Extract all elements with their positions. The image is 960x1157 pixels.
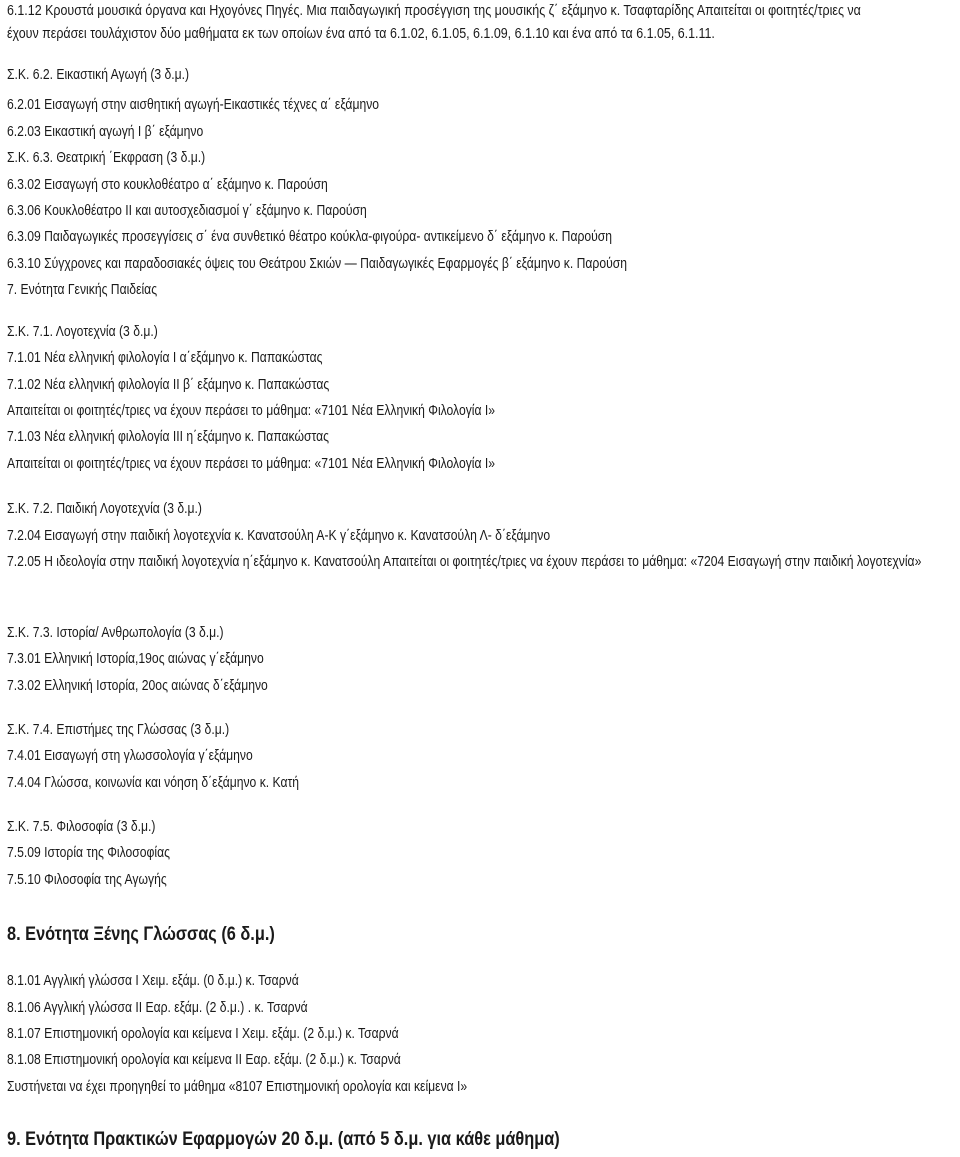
course-7-4-04: 7.4.04 Γλώσσα, κοινωνία και νόηση δ΄εξάμηνο κ. Κατή <box>7 774 300 791</box>
course-6-3-06: 6.3.06 Κουκλοθέατρο ΙΙ και αυτοσχεδιασμοί γ΄ εξάμηνο κ. Παρούση <box>7 202 367 219</box>
course-6-3-10: 6.3.10 Σύγχρονες και παραδοσιακές όψεις του Θεάτρου Σκιών — Παιδαγωγικές Εφαρμογές β΄ εξάμηνο κ. Παρούση <box>7 255 627 272</box>
course-7-1-01: 7.1.01 Νέα ελληνική φιλολογία Ι α΄εξάμηνο κ. Παπακώστας <box>7 349 323 366</box>
course-6-1-12-line2: έχουν περάσει τουλάχιστον δύο μαθήματα εκ των οποίων ένα από τα 6.1.02, 6.1.05, 6.1.09, 6.1.10 και ένα από τα 6.1.05, 6.1.11. <box>7 25 715 42</box>
course-8-1-07: 8.1.07 Επιστημονική ορολογία και κείμενα Ι Χειμ. εξάμ. (2 δ.μ.) κ. Τσαρνά <box>7 1025 399 1042</box>
course-7-3-01: 7.3.01 Ελληνική Ιστορία,19ος αιώνας γ΄εξάμηνο <box>7 650 264 667</box>
unit-7-heading: 7. Ενότητα Γενικής Παιδείας <box>7 281 158 298</box>
course-8-1-01: 8.1.01 Αγγλική γλώσσα Ι Χειμ. εξάμ. (0 δ.μ.) κ. Τσαρνά <box>7 972 299 989</box>
course-6-1-12-line1: 6.1.12 Κρουστά μουσικά όργανα και Ηχογόνες Πηγές. Μια παιδαγωγική προσέγγιση της μουσικής ζ΄ εξάμηνο κ. Τσαφταρίδης Απαιτείται οι φοιτητές/τριες να <box>7 2 861 19</box>
course-7-2-05: 7.2.05 Η ιδεολογία στην παιδική λογοτεχνία η΄εξάμηνο κ. Κανατσούλη Απαιτείται οι φοιτητές/τριες να έχουν περάσει το μάθημα: «7204 Εισαγωγή στην παιδική λογοτεχνία» <box>7 553 922 570</box>
unit-9-heading: 9. Ενότητα Πρακτικών Εφαρμογών 20 δ.μ. (από 5 δ.μ. για κάθε μάθημα) <box>7 1129 560 1150</box>
prerequisite-7-1-03: Απαιτείται οι φοιτητές/τριες να έχουν περάσει το μάθημα: «7101 Νέα Ελληνική Φιλολογία Ι» <box>7 455 496 472</box>
unit-8-heading: 8. Ενότητα Ξένης Γλώσσας (6 δ.μ.) <box>7 924 275 945</box>
section-7-2-heading: Σ.Κ. 7.2. Παιδική Λογοτεχνία (3 δ.μ.) <box>7 500 202 517</box>
section-7-4-heading: Σ.Κ. 7.4. Επιστήμες της Γλώσσας (3 δ.μ.) <box>7 721 230 738</box>
section-6-3-heading: Σ.Κ. 6.3. Θεατρική ΄Εκφραση (3 δ.μ.) <box>7 149 206 166</box>
section-7-1-heading: Σ.Κ. 7.1. Λογοτεχνία (3 δ.μ.) <box>7 323 158 340</box>
course-7-2-04: 7.2.04 Εισαγωγή στην παιδική λογοτεχνία κ. Κανατσούλη Α-Κ γ΄εξάμηνο κ. Κανατσούλη Λ- δ΄εξάμηνο <box>7 527 551 544</box>
section-7-3-heading: Σ.Κ. 7.3. Ιστορία/ Ανθρωπολογία (3 δ.μ.) <box>7 624 224 641</box>
course-6-3-09: 6.3.09 Παιδαγωγικές προσεγγίσεις σ΄ ένα συνθετικό θέατρο κούκλα-φιγούρα- αντικείμενο δ΄ εξάμηνο κ. Παρούση <box>7 228 613 245</box>
course-6-3-02: 6.3.02 Εισαγωγή στο κουκλοθέατρο α΄ εξάμηνο κ. Παρούση <box>7 176 328 193</box>
course-7-4-01: 7.4.01 Εισαγωγή στη γλωσσολογία γ΄εξάμηνο <box>7 747 253 764</box>
section-6-2-heading: Σ.Κ. 6.2. Εικαστική Αγωγή (3 δ.μ.) <box>7 66 190 83</box>
course-6-2-01: 6.2.01 Εισαγωγή στην αισθητική αγωγή-Εικαστικές τέχνες α΄ εξάμηνο <box>7 96 380 113</box>
course-6-2-03: 6.2.03 Εικαστική αγωγή Ι β΄ εξάμηνο <box>7 123 204 140</box>
section-7-5-heading: Σ.Κ. 7.5. Φιλοσοφία (3 δ.μ.) <box>7 818 156 835</box>
course-7-3-02: 7.3.02 Ελληνική Ιστορία, 20ος αιώνας δ΄εξάμηνο <box>7 677 268 694</box>
recommendation-8-1-08: Συστήνεται να έχει προηγηθεί το μάθημα «8107 Επιστημονική ορολογία και κείμενα Ι» <box>7 1078 468 1095</box>
course-7-5-10: 7.5.10 Φιλοσοφία της Αγωγής <box>7 871 167 888</box>
course-7-1-03: 7.1.03 Νέα ελληνική φιλολογία ΙΙΙ η΄εξάμηνο κ. Παπακώστας <box>7 428 329 445</box>
course-8-1-06: 8.1.06 Αγγλική γλώσσα ΙΙ Εαρ. εξάμ. (2 δ.μ.) . κ. Τσαρνά <box>7 999 308 1016</box>
course-7-5-09: 7.5.09 Ιστορία της Φιλοσοφίας <box>7 844 170 861</box>
prerequisite-7-1-02: Απαιτείται οι φοιτητές/τριες να έχουν περάσει το μάθημα: «7101 Νέα Ελληνική Φιλολογία Ι» <box>7 402 496 419</box>
course-7-1-02: 7.1.02 Νέα ελληνική φιλολογία ΙΙ β΄ εξάμηνο κ. Παπακώστας <box>7 376 330 393</box>
course-8-1-08: 8.1.08 Επιστημονική ορολογία και κείμενα ΙΙ Εαρ. εξάμ. (2 δ.μ.) κ. Τσαρνά <box>7 1051 401 1068</box>
